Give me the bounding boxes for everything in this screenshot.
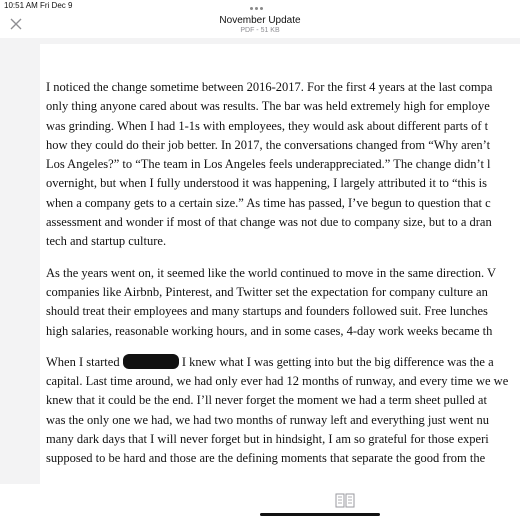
document-body bbox=[46, 78, 516, 481]
text-line: should treat their employees and many startups and founders followed suit. Free lunches bbox=[46, 304, 488, 319]
text-segment: I knew what I was getting into but the big difference was the a bbox=[178, 354, 494, 369]
paragraph-3 bbox=[46, 353, 516, 469]
thumbnails-button[interactable] bbox=[335, 492, 355, 510]
status-time: 10:51 AM bbox=[4, 1, 38, 10]
nav-bar bbox=[0, 12, 520, 38]
text-line: companies like Airbnb, Pinterest, and Twitter set the expectation for company culture an bbox=[46, 284, 488, 299]
text-line: supposed to be hard and those are the defining moments that separate the good from the bbox=[46, 451, 486, 466]
text-line: was grinding. When I had 1-1s with employees, they would ask about different parts of t bbox=[46, 118, 489, 133]
text-line: overnight, but when I fully understood it was happening, I largely attributed it to “this is bbox=[46, 176, 488, 191]
text-line: tech and startup culture. bbox=[46, 234, 167, 249]
text-segment: When I started bbox=[46, 354, 123, 369]
status-bar bbox=[0, 0, 520, 12]
text-line: when a company gets to a certain size.” As time has passed, I’ve begun to question that c bbox=[46, 195, 491, 210]
page-thumbnails-icon bbox=[335, 492, 355, 510]
text-line: capital. Last time around, we had only ever had 12 months of runway, and every time we we bbox=[46, 374, 509, 389]
text-line: how they could do their job better. In 2017, the conversations changed from “Why aren’t bbox=[46, 137, 491, 152]
redaction-mark bbox=[123, 354, 179, 369]
paragraph-2 bbox=[46, 264, 516, 341]
document-title: November Update bbox=[219, 15, 301, 26]
status-date: Fri Dec 9 bbox=[40, 1, 73, 10]
paragraph-1 bbox=[46, 78, 516, 252]
text-line: As the years went on, it seemed like the world continued to move in the same direction. V bbox=[46, 265, 497, 280]
text-line: only thing anyone cared about was results. The bar was held extremely high for employe bbox=[46, 99, 490, 114]
home-indicator[interactable] bbox=[260, 513, 380, 516]
text-line bbox=[46, 353, 516, 372]
document-subtitle: PDF - 51 KB bbox=[240, 27, 280, 34]
text-line: I noticed the change sometime between 2016-2017. For the first 4 years at the last compa bbox=[46, 80, 493, 94]
text-line: assessment and wonder if most of that change was not due to company size, but to a dran bbox=[46, 215, 492, 230]
text-line: many dark days that I will never forget but in hindsight, I am so grateful for those experi bbox=[46, 432, 489, 447]
text-line: Los Angeles?” to “The team in Los Angeles feels underappreciated.” The change didn’t l bbox=[46, 157, 491, 172]
multitasking-dots-icon[interactable] bbox=[250, 0, 270, 8]
text-line: high salaries, reasonable working hours, and in some cases, 4-day work weeks became th bbox=[46, 323, 493, 338]
text-line: was the only one we had, we had two months of runway left and everything just went nu bbox=[46, 412, 489, 427]
text-line: knew that it could be the end. I’ll never forget the moment we had a term sheet pulled at bbox=[46, 393, 487, 408]
